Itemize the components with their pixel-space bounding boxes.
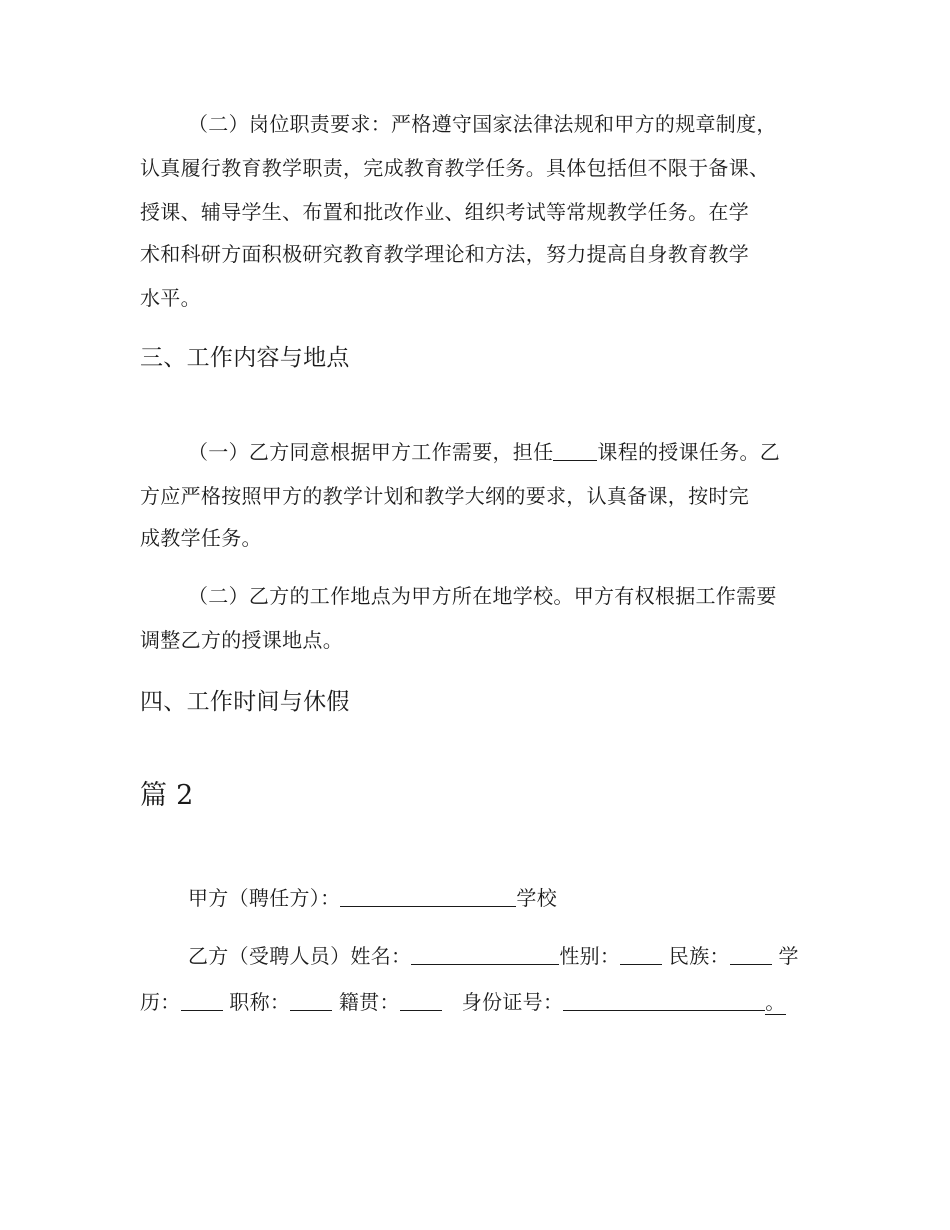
- party-b-title-blank[interactable]: [290, 992, 332, 1011]
- party-b-line-2: [140, 990, 786, 1014]
- party-b-origin-blank[interactable]: [400, 992, 442, 1011]
- party-a-line: [188, 886, 557, 910]
- duty-line-2: 认真履行教育教学职责，完成教育教学任务。具体包括但不限于备课、: [140, 156, 770, 180]
- duty-line-5: 水平。: [140, 286, 201, 310]
- party-b-gender-label: 性别：: [559, 944, 621, 968]
- clause-3-1-text-b: 课程的授课任务。乙: [597, 440, 781, 464]
- part-2-title: 篇 2: [140, 780, 194, 811]
- party-b-gender-blank[interactable]: [620, 946, 662, 965]
- party-b-education-blank[interactable]: [181, 992, 223, 1011]
- clause-3-1-line-2: 方应严格按照甲方的教学计划和教学大纲的要求，认真备课，按时完: [140, 484, 749, 508]
- clause-3-1-line-1: [188, 440, 780, 464]
- party-b-education-label-a: 学: [778, 944, 799, 968]
- party-a-school-blank[interactable]: [340, 888, 516, 907]
- party-a-label: 甲方（聘任方）：: [188, 886, 341, 910]
- duty-line-1: （二）岗位职责要求：严格遵守国家法律法规和甲方的规章制度，: [188, 112, 777, 136]
- heading-section-3: 三、工作内容与地点: [140, 345, 350, 371]
- clause-3-2-line-2: 调整乙方的授课地点。: [140, 628, 343, 652]
- duty-line-3: 授课、辅导学生、布置和批改作业、组织考试等常规教学任务。在学: [140, 200, 749, 224]
- clause-3-1-text-a: （一）乙方同意根据甲方工作需要，担任: [188, 440, 554, 464]
- clause-3-2-line-1: （二）乙方的工作地点为甲方所在地学校。甲方有权根据工作需要: [188, 584, 777, 608]
- heading-section-4: 四、工作时间与休假: [140, 689, 350, 715]
- party-b-id-label: 身份证号：: [461, 990, 564, 1014]
- party-b-education-label-b: 历：: [140, 990, 181, 1014]
- party-b-ethnicity-blank[interactable]: [730, 946, 772, 965]
- party-b-name-blank[interactable]: [411, 946, 559, 965]
- party-b-title-label: 职称：: [229, 990, 291, 1014]
- party-b-ethnicity-label: 民族：: [668, 944, 730, 968]
- party-b-end-mark: 。: [765, 990, 786, 1014]
- party-b-origin-label: 籍贯：: [338, 990, 400, 1014]
- party-b-name-label: 乙方（受聘人员）姓名：: [188, 944, 412, 968]
- clause-3-1-line-3: 成教学任务。: [140, 526, 262, 550]
- party-b-id-blank[interactable]: [563, 992, 765, 1011]
- party-b-line-1: [188, 944, 799, 968]
- duty-line-4: 术和科研方面积极研究教育教学理论和方法，努力提高自身教育教学: [140, 242, 749, 266]
- party-a-suffix: 学校: [516, 886, 558, 910]
- course-blank[interactable]: [553, 442, 597, 461]
